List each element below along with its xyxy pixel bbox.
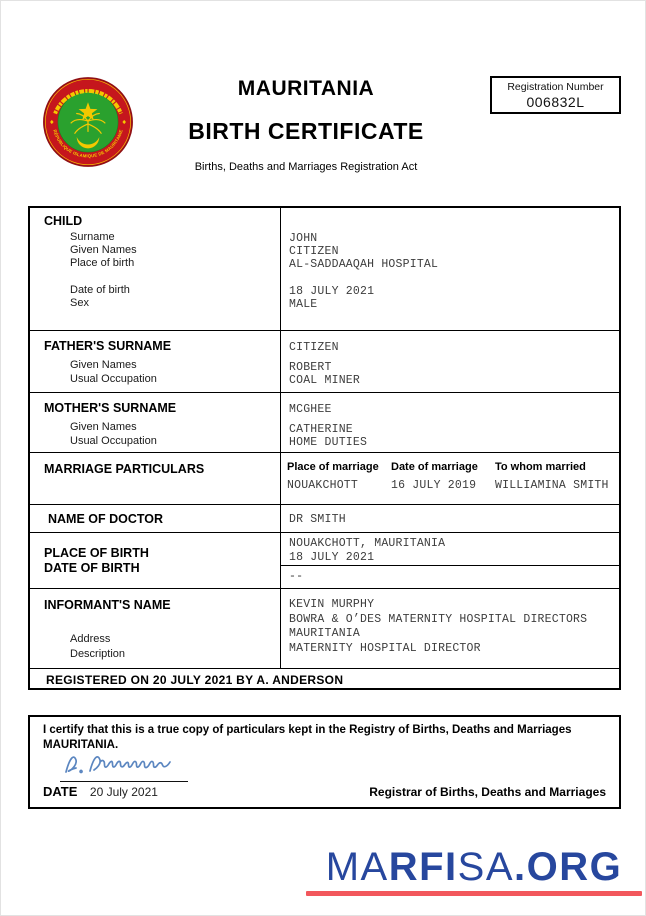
place-date-of-birth-section (30, 532, 619, 588)
logo-underline (306, 891, 642, 896)
column-header: Date of marriage (391, 461, 478, 473)
father-values (281, 331, 619, 392)
field-value: AL-SADDAAQAH HOSPITAL (289, 258, 439, 272)
field-label: Usual Occupation (70, 372, 157, 385)
marriage-column (495, 453, 619, 492)
date-row (43, 783, 606, 801)
section-title: CHILD (44, 214, 83, 228)
registrar-signature (60, 749, 200, 781)
field-value: CATHERINE (289, 422, 353, 436)
logo-segment: SA (457, 845, 515, 889)
registrar-title: Registrar of Births, Deaths and Marriages (369, 785, 606, 799)
field-value: MALE (289, 297, 318, 311)
marriage-columns (281, 453, 619, 492)
logo-segment: MA (325, 845, 389, 889)
section-title: MOTHER'S SURNAME (44, 401, 177, 415)
section-title: NAME OF DOCTOR (48, 512, 164, 526)
field-value: -- (289, 570, 304, 583)
section-title: MARRIAGE PARTICULARS (44, 462, 205, 476)
father-section (30, 330, 619, 392)
field-value: MAURITANIA (289, 627, 361, 640)
section-title: INFORMANT'S NAME (44, 598, 171, 612)
country-title: MAURITANIA (237, 77, 375, 100)
emblem-ring-text: RÉPUBLIQUE ISLAMIQUE DE MAURITANIE (52, 128, 124, 159)
field-label: Given Names (70, 359, 137, 371)
logo-segment: RFI (388, 845, 458, 889)
place-date-top-cell (281, 533, 619, 566)
field-value: MATERNITY HOSPITAL DIRECTOR (289, 641, 481, 655)
date-value: 20 July 2021 (89, 785, 158, 799)
marfisa-logo[interactable] (306, 846, 642, 896)
informant-sublabels (30, 632, 280, 661)
doctor-value (281, 505, 619, 532)
mauritania-emblem-icon (41, 75, 135, 169)
field-value: DR SMITH (289, 513, 346, 526)
date-group (43, 783, 158, 801)
section-title: FATHER'S SURNAME (44, 339, 172, 353)
field-value: WILLIAMINA SMITH (495, 479, 609, 492)
marriage-values (281, 453, 619, 504)
place-date-bottom-cell (281, 566, 619, 588)
registered-line: REGISTERED ON 20 JULY 2021 BY A. ANDERSON (30, 668, 619, 688)
field-value: NOUAKCHOTT (287, 479, 359, 492)
registration-number-label: Registration Number (507, 81, 604, 93)
place-date-values (281, 533, 619, 588)
document-title: BIRTH CERTIFICATE (188, 118, 424, 144)
column-header: Place of marriage (287, 461, 379, 473)
field-label: Address (70, 633, 111, 645)
date-label: DATE (43, 784, 78, 799)
certify-text-line2: MAURITANIA. (43, 738, 119, 751)
section-title: PLACE OF BIRTH (44, 546, 149, 560)
doctor-section (30, 504, 619, 532)
registration-number-box (490, 76, 621, 114)
field-value: CITIZEN (289, 245, 339, 259)
certify-text-line1: I certify that this is a true copy of particulars kept in the Registry of Births, Deaths and Marriages (43, 724, 572, 736)
field-label: Surname (70, 231, 115, 243)
marfisa-logo-text (306, 846, 642, 888)
doctor-label (30, 505, 281, 532)
logo-segment: .ORG (514, 845, 623, 889)
field-value: NOUAKCHOTT, MAURITANIA (289, 537, 446, 550)
child-labels (30, 208, 281, 330)
field-label: Description (70, 647, 126, 660)
field-value: JOHN (289, 232, 318, 245)
mother-labels (30, 393, 281, 452)
field-value: HOME DUTIES (289, 436, 368, 449)
marriage-column (287, 453, 391, 492)
field-label: Date of birth (70, 283, 130, 296)
informant-section (30, 588, 619, 668)
field-value: COAL MINER (289, 374, 361, 387)
place-date-labels (30, 533, 281, 588)
field-label: Given Names (70, 244, 137, 257)
child-section (30, 208, 619, 330)
certification-box (28, 715, 621, 809)
certificate-table (28, 206, 621, 690)
field-value: 18 JULY 2021 (289, 284, 375, 298)
field-label: Given Names (70, 421, 137, 433)
section-title: DATE OF BIRTH (44, 561, 140, 575)
field-value: 16 JULY 2019 (391, 479, 477, 492)
registration-number-value: 006832L (526, 94, 585, 110)
marriage-label (30, 453, 281, 504)
field-label: Sex (70, 296, 89, 309)
mother-values (281, 393, 619, 452)
informant-labels (30, 589, 281, 668)
field-value: 18 JULY 2021 (289, 550, 375, 564)
marriage-section (30, 452, 619, 504)
column-header: To whom married (495, 461, 586, 473)
signature-line (60, 781, 188, 782)
field-value: CITIZEN (289, 341, 339, 354)
field-label: Usual Occupation (70, 434, 157, 447)
field-value: BOWRA & O’DES MATERNITY HOSPITAL DIRECTORS (289, 612, 588, 626)
informant-values (281, 589, 619, 668)
father-labels (30, 331, 281, 392)
field-value: MCGHEE (289, 403, 332, 416)
act-subtitle: Births, Deaths and Marriages Registration Act (194, 161, 418, 173)
mother-section (30, 392, 619, 452)
field-value: KEVIN MURPHY (289, 598, 375, 611)
marriage-column (391, 453, 495, 492)
field-label: Place of birth (70, 257, 135, 270)
child-values (281, 208, 619, 330)
header-titles (146, 77, 466, 173)
field-value: ROBERT (289, 360, 332, 374)
